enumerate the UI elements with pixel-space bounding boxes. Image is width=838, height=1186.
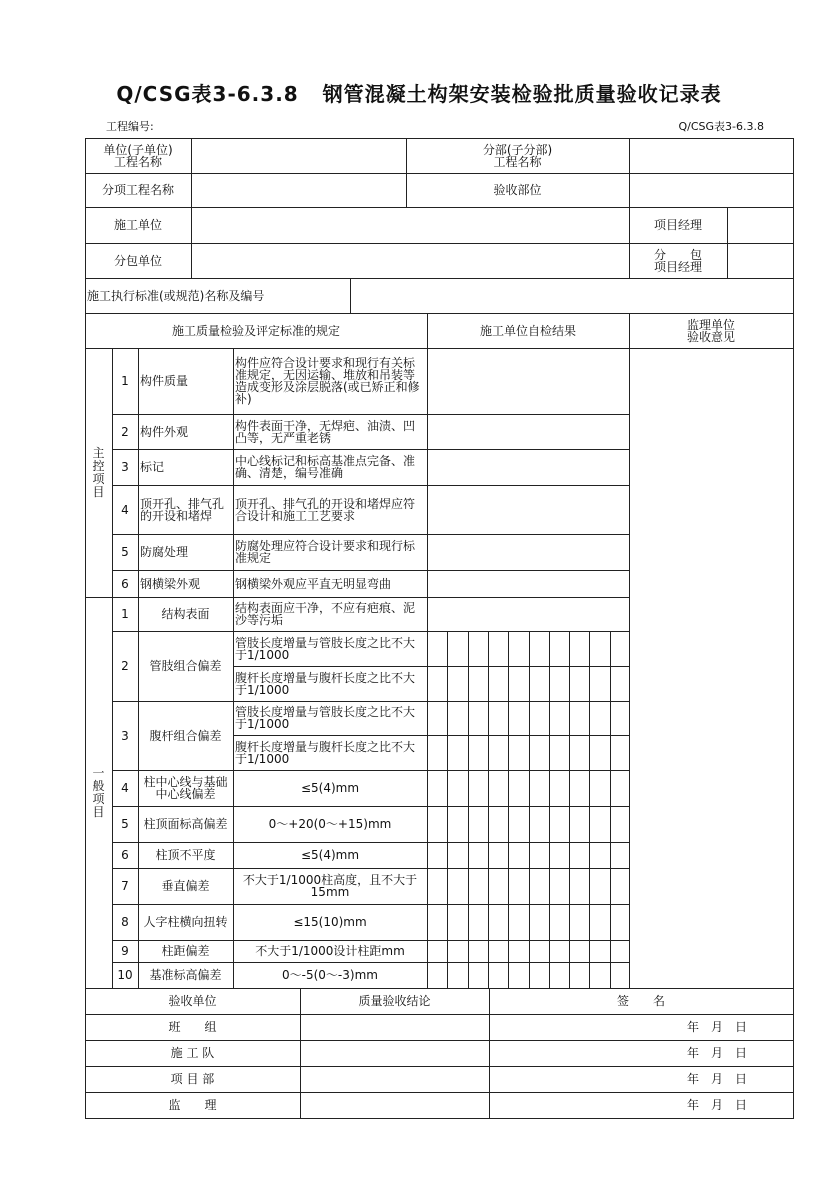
contractor-field[interactable] (191, 207, 630, 244)
measurement-cell[interactable] (488, 940, 509, 963)
measurement-cell[interactable] (468, 904, 489, 941)
item-standard: 腹杆长度增量与腹杆长度之比不大于1/1000 (233, 666, 428, 702)
quality-conclusion-field[interactable] (300, 1040, 490, 1067)
project-manager-label: 项目经理 (629, 207, 728, 244)
measurement-cell[interactable] (610, 735, 630, 771)
item-name: 标记 (138, 449, 234, 486)
item-standard: 0～+20(0～+15)mm (233, 806, 428, 843)
measurement-cell[interactable] (427, 940, 448, 963)
item-name: 柱中心线与基础中心线偏差 (138, 770, 234, 807)
measurement-cell[interactable] (529, 701, 550, 736)
measurement-cell[interactable] (508, 940, 530, 963)
item-number: 8 (112, 904, 139, 941)
measurement-cell[interactable] (468, 666, 489, 702)
measurement-cell[interactable] (569, 701, 590, 736)
measurement-cell[interactable] (529, 904, 550, 941)
self-check-field[interactable] (427, 449, 630, 486)
supervision-opinion-field[interactable] (629, 348, 794, 989)
measurement-cell[interactable] (508, 735, 530, 771)
measurement-cell[interactable] (508, 770, 530, 807)
contractor-label: 施工单位 (85, 207, 192, 244)
self-check-field[interactable] (427, 414, 630, 450)
measurement-cell[interactable] (589, 962, 611, 989)
measurement-cell[interactable] (529, 806, 550, 843)
measurement-cell[interactable] (508, 701, 530, 736)
inspection-form-table (85, 138, 793, 1118)
measurement-cell[interactable] (427, 631, 448, 667)
item-name: 顶开孔、排气孔的开设和堵焊 (138, 485, 234, 535)
measurement-cell[interactable] (610, 770, 630, 807)
form-title: Q/CSG表3-6.3.8 钢管混凝土构架安装检验批质量验收记录表 (116, 82, 722, 106)
measurement-cell[interactable] (549, 806, 570, 843)
standard-label: 施工执行标准(或规范)名称及编号 (85, 278, 351, 314)
item-name: 钢横梁外观 (138, 570, 234, 598)
item-standard: 0～-5(0～-3)mm (233, 962, 428, 989)
measurement-cell[interactable] (549, 631, 570, 667)
measurement-cell[interactable] (529, 868, 550, 905)
item-number: 4 (112, 770, 139, 807)
subcontractor-field[interactable] (191, 243, 630, 279)
item-standard: 管肢长度增量与管肢长度之比不大于1/1000 (233, 631, 428, 667)
item-name: 柱顶面标高偏差 (138, 806, 234, 843)
measurement-cell[interactable] (549, 842, 570, 869)
item-standard: 构件表面干净，无焊疤、油渍、凹凸等，无严重老锈 (233, 414, 428, 450)
measurement-cell[interactable] (447, 940, 469, 963)
measurement-cell[interactable] (549, 940, 570, 963)
self-check-field[interactable] (427, 348, 630, 415)
measurement-cell[interactable] (468, 701, 489, 736)
acceptance-part-field[interactable] (629, 173, 794, 208)
measurement-cell[interactable] (569, 962, 590, 989)
measurement-cell[interactable] (468, 735, 489, 771)
measurement-cell[interactable] (569, 806, 590, 843)
signoff-header: 质量验收结论 (300, 988, 490, 1015)
measurement-cell[interactable] (468, 770, 489, 807)
measurement-cell[interactable] (427, 842, 448, 869)
measurement-cell[interactable] (508, 904, 530, 941)
measurement-cell[interactable] (589, 842, 611, 869)
item-standard: 防腐处理应符合设计要求和现行标准规定 (233, 534, 428, 571)
measurement-cell[interactable] (610, 868, 630, 905)
measurement-cell[interactable] (610, 806, 630, 843)
item-number: 10 (112, 962, 139, 989)
measurement-cell[interactable] (488, 666, 509, 702)
measurement-cell[interactable] (488, 806, 509, 843)
item-standard: 顶开孔、排气孔的开设和堵焊应符合设计和施工工艺要求 (233, 485, 428, 535)
measurement-cell[interactable] (488, 770, 509, 807)
general-items-category: 一般项目 (85, 597, 113, 989)
signoff-header: 签 名 (489, 988, 794, 1015)
item-project-field[interactable] (191, 173, 407, 208)
item-standard: 结构表面应干净，不应有疤痕、泥沙等污垢 (233, 597, 428, 632)
measurement-cell[interactable] (529, 770, 550, 807)
measurement-cell[interactable] (610, 631, 630, 667)
measurement-cell[interactable] (529, 842, 550, 869)
signoff-header: 验收单位 (85, 988, 301, 1015)
measurement-cell[interactable] (427, 701, 448, 736)
measurement-cell[interactable] (589, 940, 611, 963)
item-standard: 构件应符合设计要求和现行有关标准规定，无因运输、堆放和吊装等造成变形及涂层脱落(或已矫正和修补) (233, 348, 428, 415)
measurement-cell[interactable] (589, 806, 611, 843)
measurement-cell[interactable] (549, 770, 570, 807)
measurement-cell[interactable] (447, 666, 469, 702)
self-check-field[interactable] (427, 570, 630, 598)
measurement-cell[interactable] (427, 666, 448, 702)
measurement-cell[interactable] (468, 842, 489, 869)
item-name: 构件质量 (138, 348, 234, 415)
measurement-cell[interactable] (508, 868, 530, 905)
item-number: 6 (112, 842, 139, 869)
measurement-cell[interactable] (549, 868, 570, 905)
measurement-cell[interactable] (508, 962, 530, 989)
measurement-cell[interactable] (529, 631, 550, 667)
item-number: 3 (112, 449, 139, 486)
measurement-cell[interactable] (488, 962, 509, 989)
measurement-cell[interactable] (508, 666, 530, 702)
item-standard: ≤15(10)mm (233, 904, 428, 941)
form-code: Q/CSG表3-6.3.8 (678, 120, 764, 133)
measurement-cell[interactable] (529, 962, 550, 989)
spec-column-header: 施工质量检验及评定标准的规定 (85, 313, 428, 349)
self-check-field[interactable] (427, 534, 630, 571)
item-name: 人字柱横向扭转 (138, 904, 234, 941)
quality-conclusion-field[interactable] (300, 1092, 490, 1119)
item-number: 2 (112, 631, 139, 702)
measurement-cell[interactable] (610, 962, 630, 989)
measurement-cell[interactable] (508, 806, 530, 843)
measurement-cell[interactable] (569, 631, 590, 667)
item-name: 防腐处理 (138, 534, 234, 571)
measurement-cell[interactable] (427, 806, 448, 843)
measurement-cell[interactable] (447, 962, 469, 989)
measurement-cell[interactable] (468, 806, 489, 843)
item-standard: ≤5(4)mm (233, 842, 428, 869)
measurement-cell[interactable] (569, 735, 590, 771)
measurement-cell[interactable] (468, 868, 489, 905)
measurement-cell[interactable] (569, 842, 590, 869)
signoff-unit: 监 理 (85, 1092, 301, 1119)
main-items-category: 主控项目 (85, 348, 113, 598)
measurement-cell[interactable] (589, 868, 611, 905)
item-standard: 管肢长度增量与管肢长度之比不大于1/1000 (233, 701, 428, 736)
measurement-cell[interactable] (427, 735, 448, 771)
quality-conclusion-field[interactable] (300, 1066, 490, 1093)
project-manager-field[interactable] (727, 207, 794, 244)
measurement-cell[interactable] (589, 770, 611, 807)
item-standard: 中心线标记和标高基准点完备、准确、清楚，编号准确 (233, 449, 428, 486)
subcontractor-label: 分包单位 (85, 243, 192, 279)
measurement-cell[interactable] (589, 666, 611, 702)
measurement-cell[interactable] (427, 904, 448, 941)
sub-project-field[interactable] (629, 138, 794, 174)
measurement-cell[interactable] (447, 842, 469, 869)
item-name: 柱距偏差 (138, 940, 234, 963)
signoff-unit: 班 组 (85, 1014, 301, 1041)
sub-project-manager-label: 分 包 项目经理 (629, 243, 728, 279)
standard-field[interactable] (350, 278, 794, 314)
measurement-cell[interactable] (488, 735, 509, 771)
item-number: 7 (112, 868, 139, 905)
acceptance-part-label: 验收部位 (406, 173, 630, 208)
measurement-cell[interactable] (589, 904, 611, 941)
sub-project-label: 分部(子分部) 工程名称 (406, 138, 630, 174)
item-name: 基准标高偏差 (138, 962, 234, 989)
measurement-cell[interactable] (569, 868, 590, 905)
signature-date-field[interactable]: 年 月 日 (489, 1040, 794, 1067)
measurement-cell[interactable] (488, 868, 509, 905)
measurement-cell[interactable] (569, 904, 590, 941)
measurement-cell[interactable] (488, 842, 509, 869)
measurement-cell[interactable] (529, 735, 550, 771)
measurement-cell[interactable] (447, 806, 469, 843)
measurement-cell[interactable] (447, 868, 469, 905)
measurement-cell[interactable] (529, 666, 550, 702)
item-number: 6 (112, 570, 139, 598)
signature-date-field[interactable]: 年 月 日 (489, 1092, 794, 1119)
item-standard: 不大于1/1000设计柱距mm (233, 940, 428, 963)
item-project-label: 分项工程名称 (85, 173, 192, 208)
measurement-cell[interactable] (549, 666, 570, 702)
self-check-field[interactable] (427, 597, 630, 632)
item-number: 1 (112, 597, 139, 632)
item-number: 5 (112, 806, 139, 843)
item-name: 垂直偏差 (138, 868, 234, 905)
measurement-cell[interactable] (589, 701, 611, 736)
item-name: 柱顶不平度 (138, 842, 234, 869)
measurement-cell[interactable] (549, 701, 570, 736)
measurement-cell[interactable] (447, 904, 469, 941)
signature-date-field[interactable]: 年 月 日 (489, 1014, 794, 1041)
item-number: 4 (112, 485, 139, 535)
measurement-cell[interactable] (549, 904, 570, 941)
item-number: 1 (112, 348, 139, 415)
measurement-cell[interactable] (508, 842, 530, 869)
signoff-unit: 施 工 队 (85, 1040, 301, 1067)
measurement-cell[interactable] (468, 962, 489, 989)
item-name: 管肢组合偏差 (138, 631, 234, 702)
item-standard: 不大于1/1000柱高度，且不大于15mm (233, 868, 428, 905)
measurement-cell[interactable] (468, 940, 489, 963)
sub-project-manager-field[interactable] (727, 243, 794, 279)
measurement-cell[interactable] (569, 666, 590, 702)
measurement-cell[interactable] (508, 631, 530, 667)
item-number: 9 (112, 940, 139, 963)
item-number: 3 (112, 701, 139, 771)
self-check-column-header: 施工单位自检结果 (427, 313, 630, 349)
measurement-cell[interactable] (468, 631, 489, 667)
item-standard: 钢横梁外观应平直无明显弯曲 (233, 570, 428, 598)
measurement-cell[interactable] (447, 701, 469, 736)
measurement-cell[interactable] (610, 666, 630, 702)
signoff-unit: 项 目 部 (85, 1066, 301, 1093)
measurement-cell[interactable] (610, 904, 630, 941)
measurement-cell[interactable] (549, 962, 570, 989)
measurement-cell[interactable] (427, 868, 448, 905)
measurement-cell[interactable] (488, 904, 509, 941)
item-name: 构件外观 (138, 414, 234, 450)
measurement-cell[interactable] (447, 770, 469, 807)
item-standard: ≤5(4)mm (233, 770, 428, 807)
measurement-cell[interactable] (589, 631, 611, 667)
measurement-cell[interactable] (427, 770, 448, 807)
measurement-cell[interactable] (569, 770, 590, 807)
measurement-cell[interactable] (529, 940, 550, 963)
measurement-cell[interactable] (569, 940, 590, 963)
measurement-cell[interactable] (427, 962, 448, 989)
measurement-cell[interactable] (549, 735, 570, 771)
item-standard: 腹杆长度增量与腹杆长度之比不大于1/1000 (233, 735, 428, 771)
signature-date-field[interactable]: 年 月 日 (489, 1066, 794, 1093)
item-number: 5 (112, 534, 139, 571)
project-number-label: 工程编号: (106, 120, 154, 133)
item-name: 结构表面 (138, 597, 234, 632)
measurement-cell[interactable] (610, 940, 630, 963)
measurement-cell[interactable] (589, 735, 611, 771)
item-name: 腹杆组合偏差 (138, 701, 234, 771)
measurement-cell[interactable] (488, 631, 509, 667)
self-check-field[interactable] (427, 485, 630, 535)
item-number: 2 (112, 414, 139, 450)
supervision-column-header: 监理单位 验收意见 (629, 313, 794, 349)
unit-project-label: 单位(子单位) 工程名称 (85, 138, 192, 174)
measurement-cell[interactable] (610, 701, 630, 736)
measurement-cell[interactable] (488, 701, 509, 736)
measurement-cell[interactable] (447, 631, 469, 667)
measurement-cell[interactable] (610, 842, 630, 869)
quality-conclusion-field[interactable] (300, 1014, 490, 1041)
measurement-cell[interactable] (447, 735, 469, 771)
unit-project-field[interactable] (191, 138, 407, 174)
